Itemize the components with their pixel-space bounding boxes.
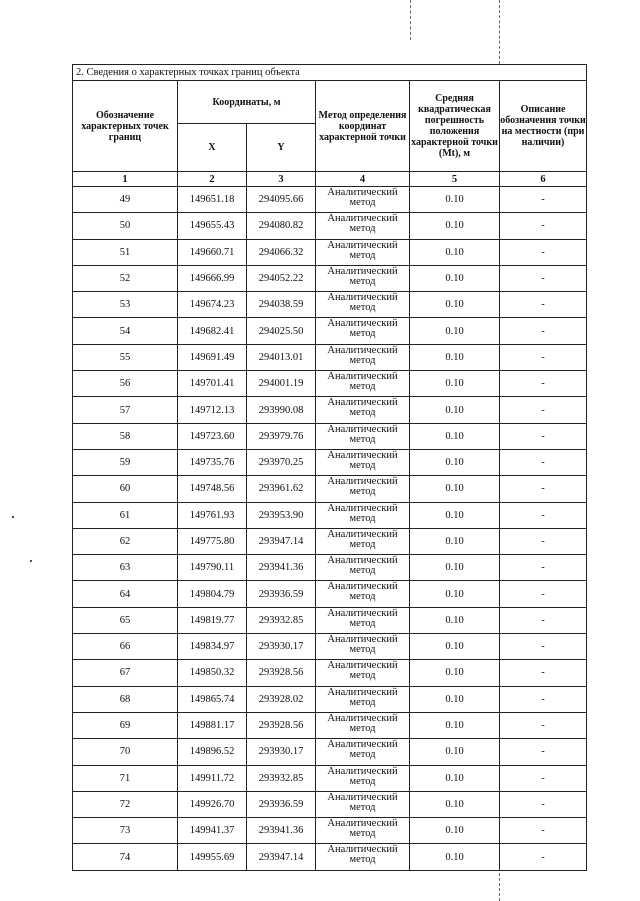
y-coordinate-cell: 293936.59 [247,791,316,817]
point-number-cell: 68 [73,686,178,712]
x-coordinate-cell: 149655.43 [178,213,247,239]
header-point-designation: Обозначение характерных точек границ [73,81,178,172]
x-coordinate-cell: 149761.93 [178,502,247,528]
section-title: 2. Сведения о характерных точках границ объекта [73,65,587,81]
point-number-cell: 70 [73,739,178,765]
x-coordinate-cell: 149666.99 [178,265,247,291]
method-cell: Аналитический метод [316,187,410,213]
table-row [73,265,587,291]
description-cell: - [500,239,587,265]
mean-error-cell: 0.10 [410,791,500,817]
description-cell: - [500,555,587,581]
point-number-cell: 51 [73,239,178,265]
method-cell: Аналитический метод [316,528,410,554]
y-coordinate-cell: 294052.22 [247,265,316,291]
column-number: 2 [178,172,247,187]
y-coordinate-cell: 294013.01 [247,344,316,370]
table-row [73,555,587,581]
point-number-cell: 62 [73,528,178,554]
description-cell: - [500,344,587,370]
description-cell: - [500,634,587,660]
mean-error-cell: 0.10 [410,344,500,370]
header-mean-error: Средняя квадратическая погрешность положения характерной точки (Mt), м [410,81,500,172]
table-row [73,712,587,738]
table-row [73,397,587,423]
x-coordinate-cell: 149775.80 [178,528,247,554]
point-number-cell: 73 [73,818,178,844]
mean-error-cell: 0.10 [410,318,500,344]
table-row [73,423,587,449]
x-coordinate-cell: 149735.76 [178,449,247,475]
method-cell: Аналитический метод [316,476,410,502]
point-number-cell: 54 [73,318,178,344]
point-number-cell: 58 [73,423,178,449]
y-coordinate-cell: 293928.02 [247,686,316,712]
table-row [73,318,587,344]
method-cell: Аналитический метод [316,555,410,581]
mean-error-cell: 0.10 [410,739,500,765]
description-cell: - [500,660,587,686]
y-coordinate-cell: 293947.14 [247,528,316,554]
description-cell: - [500,318,587,344]
x-coordinate-cell: 149941.37 [178,818,247,844]
point-number-cell: 56 [73,371,178,397]
table-row [73,581,587,607]
description-cell: - [500,371,587,397]
x-coordinate-cell: 149682.41 [178,318,247,344]
y-coordinate-cell: 293961.62 [247,476,316,502]
method-cell: Аналитический метод [316,318,410,344]
mean-error-cell: 0.10 [410,423,500,449]
table-row [73,607,587,633]
scan-artifact-dashed-line [410,0,411,40]
point-number-cell: 65 [73,607,178,633]
y-coordinate-cell: 293930.17 [247,634,316,660]
method-cell: Аналитический метод [316,607,410,633]
x-coordinate-cell: 149850.32 [178,660,247,686]
mean-error-cell: 0.10 [410,555,500,581]
method-cell: Аналитический метод [316,371,410,397]
method-cell: Аналитический метод [316,818,410,844]
y-coordinate-cell: 294025.50 [247,318,316,344]
description-cell: - [500,791,587,817]
y-coordinate-cell: 293932.85 [247,607,316,633]
scan-artifact-dashed-line [499,0,500,64]
x-coordinate-cell: 149896.52 [178,739,247,765]
x-coordinate-cell: 149723.60 [178,423,247,449]
y-coordinate-cell: 293990.08 [247,397,316,423]
y-coordinate-cell: 293979.76 [247,423,316,449]
method-cell: Аналитический метод [316,581,410,607]
description-cell: - [500,502,587,528]
description-cell: - [500,686,587,712]
x-coordinate-cell: 149748.56 [178,476,247,502]
point-number-cell: 55 [73,344,178,370]
table-row [73,502,587,528]
x-coordinate-cell: 149701.41 [178,371,247,397]
x-coordinate-cell: 149651.18 [178,187,247,213]
point-number-cell: 72 [73,791,178,817]
mean-error-cell: 0.10 [410,397,500,423]
mean-error-cell: 0.10 [410,187,500,213]
table-row [73,739,587,765]
header-y: Y [247,124,316,172]
column-number: 6 [500,172,587,187]
table-body [73,187,587,871]
description-cell: - [500,581,587,607]
x-coordinate-cell: 149881.17 [178,712,247,738]
table-row [73,476,587,502]
header-description: Описание обозначения точки на местности (при наличии) [500,81,587,172]
description-cell: - [500,423,587,449]
method-cell: Аналитический метод [316,765,410,791]
table-row [73,344,587,370]
table-row [73,239,587,265]
mean-error-cell: 0.10 [410,213,500,239]
method-cell: Аналитический метод [316,791,410,817]
mean-error-cell: 0.10 [410,607,500,633]
y-coordinate-cell: 294001.19 [247,371,316,397]
point-number-cell: 59 [73,449,178,475]
method-cell: Аналитический метод [316,739,410,765]
scan-artifact-dot [30,560,32,562]
mean-error-cell: 0.10 [410,476,500,502]
table-row [73,371,587,397]
description-cell: - [500,528,587,554]
table-row [73,213,587,239]
point-number-cell: 69 [73,712,178,738]
description-cell: - [500,712,587,738]
description-cell: - [500,765,587,791]
point-number-cell: 50 [73,213,178,239]
description-cell: - [500,607,587,633]
method-cell: Аналитический метод [316,844,410,870]
header-x: X [178,124,247,172]
description-cell: - [500,739,587,765]
method-cell: Аналитический метод [316,449,410,475]
method-cell: Аналитический метод [316,292,410,318]
mean-error-cell: 0.10 [410,686,500,712]
y-coordinate-cell: 293941.36 [247,555,316,581]
x-coordinate-cell: 149804.79 [178,581,247,607]
point-number-cell: 60 [73,476,178,502]
mean-error-cell: 0.10 [410,265,500,291]
table-row [73,634,587,660]
y-coordinate-cell: 294095.66 [247,187,316,213]
point-number-cell: 66 [73,634,178,660]
point-number-cell: 64 [73,581,178,607]
mean-error-cell: 0.10 [410,818,500,844]
mean-error-cell: 0.10 [410,528,500,554]
x-coordinate-cell: 149674.23 [178,292,247,318]
mean-error-cell: 0.10 [410,502,500,528]
x-coordinate-cell: 149819.77 [178,607,247,633]
x-coordinate-cell: 149926.70 [178,791,247,817]
description-cell: - [500,476,587,502]
x-coordinate-cell: 149911.72 [178,765,247,791]
table-row [73,765,587,791]
column-number-row [73,172,587,187]
y-coordinate-cell: 294080.82 [247,213,316,239]
x-coordinate-cell: 149790.11 [178,555,247,581]
mean-error-cell: 0.10 [410,765,500,791]
mean-error-cell: 0.10 [410,844,500,870]
table-row [73,528,587,554]
method-cell: Аналитический метод [316,423,410,449]
boundary-points-table [72,64,587,871]
method-cell: Аналитический метод [316,239,410,265]
x-coordinate-cell: 149865.74 [178,686,247,712]
mean-error-cell: 0.10 [410,660,500,686]
description-cell: - [500,818,587,844]
method-cell: Аналитический метод [316,265,410,291]
method-cell: Аналитический метод [316,660,410,686]
description-cell: - [500,265,587,291]
y-coordinate-cell: 293936.59 [247,581,316,607]
method-cell: Аналитический метод [316,344,410,370]
y-coordinate-cell: 293928.56 [247,712,316,738]
table-row [73,449,587,475]
mean-error-cell: 0.10 [410,292,500,318]
y-coordinate-cell: 293941.36 [247,818,316,844]
y-coordinate-cell: 294066.32 [247,239,316,265]
scan-artifact-dot [12,516,14,518]
description-cell: - [500,187,587,213]
y-coordinate-cell: 293932.85 [247,765,316,791]
table-row [73,844,587,870]
table-row [73,818,587,844]
description-cell: - [500,449,587,475]
description-cell: - [500,292,587,318]
column-number: 4 [316,172,410,187]
point-number-cell: 57 [73,397,178,423]
table-row [73,187,587,213]
point-number-cell: 53 [73,292,178,318]
method-cell: Аналитический метод [316,634,410,660]
y-coordinate-cell: 293953.90 [247,502,316,528]
mean-error-cell: 0.10 [410,712,500,738]
x-coordinate-cell: 149955.69 [178,844,247,870]
point-number-cell: 49 [73,187,178,213]
x-coordinate-cell: 149834.97 [178,634,247,660]
x-coordinate-cell: 149660.71 [178,239,247,265]
x-coordinate-cell: 149691.49 [178,344,247,370]
y-coordinate-cell: 293947.14 [247,844,316,870]
description-cell: - [500,844,587,870]
mean-error-cell: 0.10 [410,239,500,265]
mean-error-cell: 0.10 [410,634,500,660]
header-method: Метод определения координат характерной точки [316,81,410,172]
point-number-cell: 63 [73,555,178,581]
mean-error-cell: 0.10 [410,371,500,397]
point-number-cell: 71 [73,765,178,791]
method-cell: Аналитический метод [316,686,410,712]
point-number-cell: 52 [73,265,178,291]
description-cell: - [500,397,587,423]
column-number: 1 [73,172,178,187]
method-cell: Аналитический метод [316,213,410,239]
table-row [73,791,587,817]
header-coordinates: Координаты, м [178,81,316,124]
y-coordinate-cell: 294038.59 [247,292,316,318]
mean-error-cell: 0.10 [410,449,500,475]
point-number-cell: 74 [73,844,178,870]
method-cell: Аналитический метод [316,712,410,738]
table-row [73,292,587,318]
y-coordinate-cell: 293970.25 [247,449,316,475]
mean-error-cell: 0.10 [410,581,500,607]
table-row [73,686,587,712]
column-number: 3 [247,172,316,187]
y-coordinate-cell: 293928.56 [247,660,316,686]
y-coordinate-cell: 293930.17 [247,739,316,765]
table-row [73,660,587,686]
method-cell: Аналитический метод [316,502,410,528]
column-number: 5 [410,172,500,187]
x-coordinate-cell: 149712.13 [178,397,247,423]
point-number-cell: 61 [73,502,178,528]
method-cell: Аналитический метод [316,397,410,423]
point-number-cell: 67 [73,660,178,686]
description-cell: - [500,213,587,239]
